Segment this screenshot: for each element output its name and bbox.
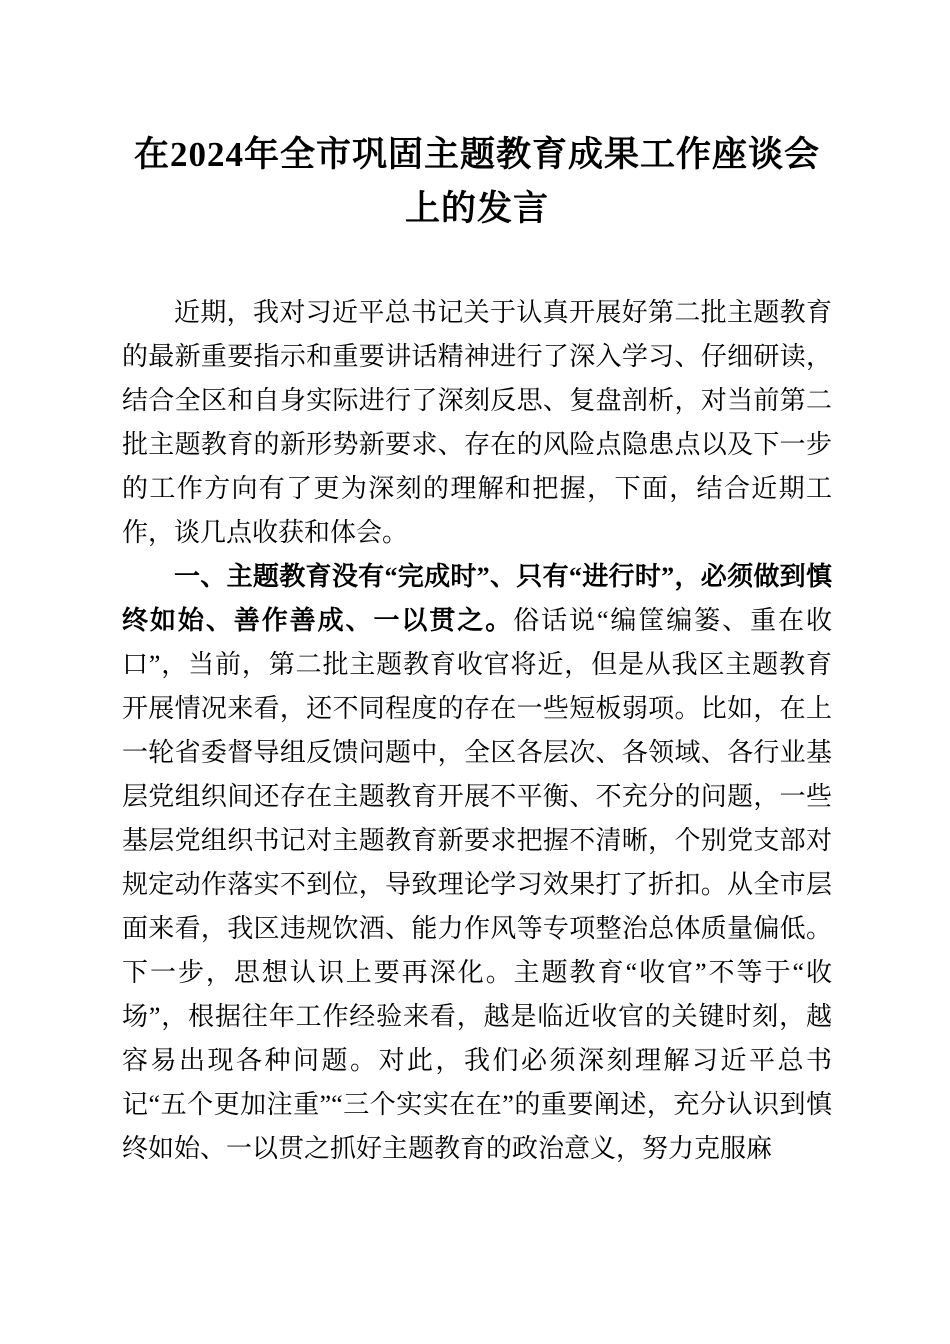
paragraph-section-1-text: 俗话说“编筐编篓、重在收口”，当前，第二批主题教育收官将近，但是从我区主题教育开展情况来看，还不同程度的存在一些短板弱项。比如，在上一轮省委督导组反馈问题中，全区各层次、各领域、各行业基层党组织间还存在主题教育开展不平衡、不充分的问题，一些基层党组织书记对主题教育新要求把握不清晰，个别党支部对规定动作落实不到位，导致理论学习效果打了折扣。从全市层面来看，我区违规饮酒、能力作风等专项整治总体质量偏低。下一步，思想认识上要再深化。主题教育“收官”不等于“收场”，根据往年工作经验来看，越是临近收官的关键时刻，越容易出现各种问题。对此，我们必须深刻理解习近平总书记“五个更加注重”“三个实实在在”的重要阐述，充分认识到慎终如始、一以贯之抓好主题教育的政治意义，努力克服麻	[122, 605, 832, 1163]
paragraph-intro	[122, 291, 832, 555]
document-title: 在2024年全市巩固主题教育成果工作座谈会上的发言	[133, 135, 820, 229]
paragraph-intro-text: 近期，我对习近平总书记关于认真开展好第二批主题教育的最新重要指示和重要讲话精神进行了深入学习、仔细研读，结合全区和自身实际进行了深刻反思、复盘剖析，对当前第二批主题教育的新形势新要求、存在的风险点隐患点以及下一步的工作方向有了更为深刻的理解和把握，下面，结合近期工作，谈几点收获和体会。	[122, 297, 832, 547]
paragraph-section-1-heading: 一、主题教育没有“完成时”、只有“进行时”，必须做到慎终如始、善作善成、一以贯之。	[122, 561, 832, 635]
paragraph-section-1	[122, 555, 832, 1171]
